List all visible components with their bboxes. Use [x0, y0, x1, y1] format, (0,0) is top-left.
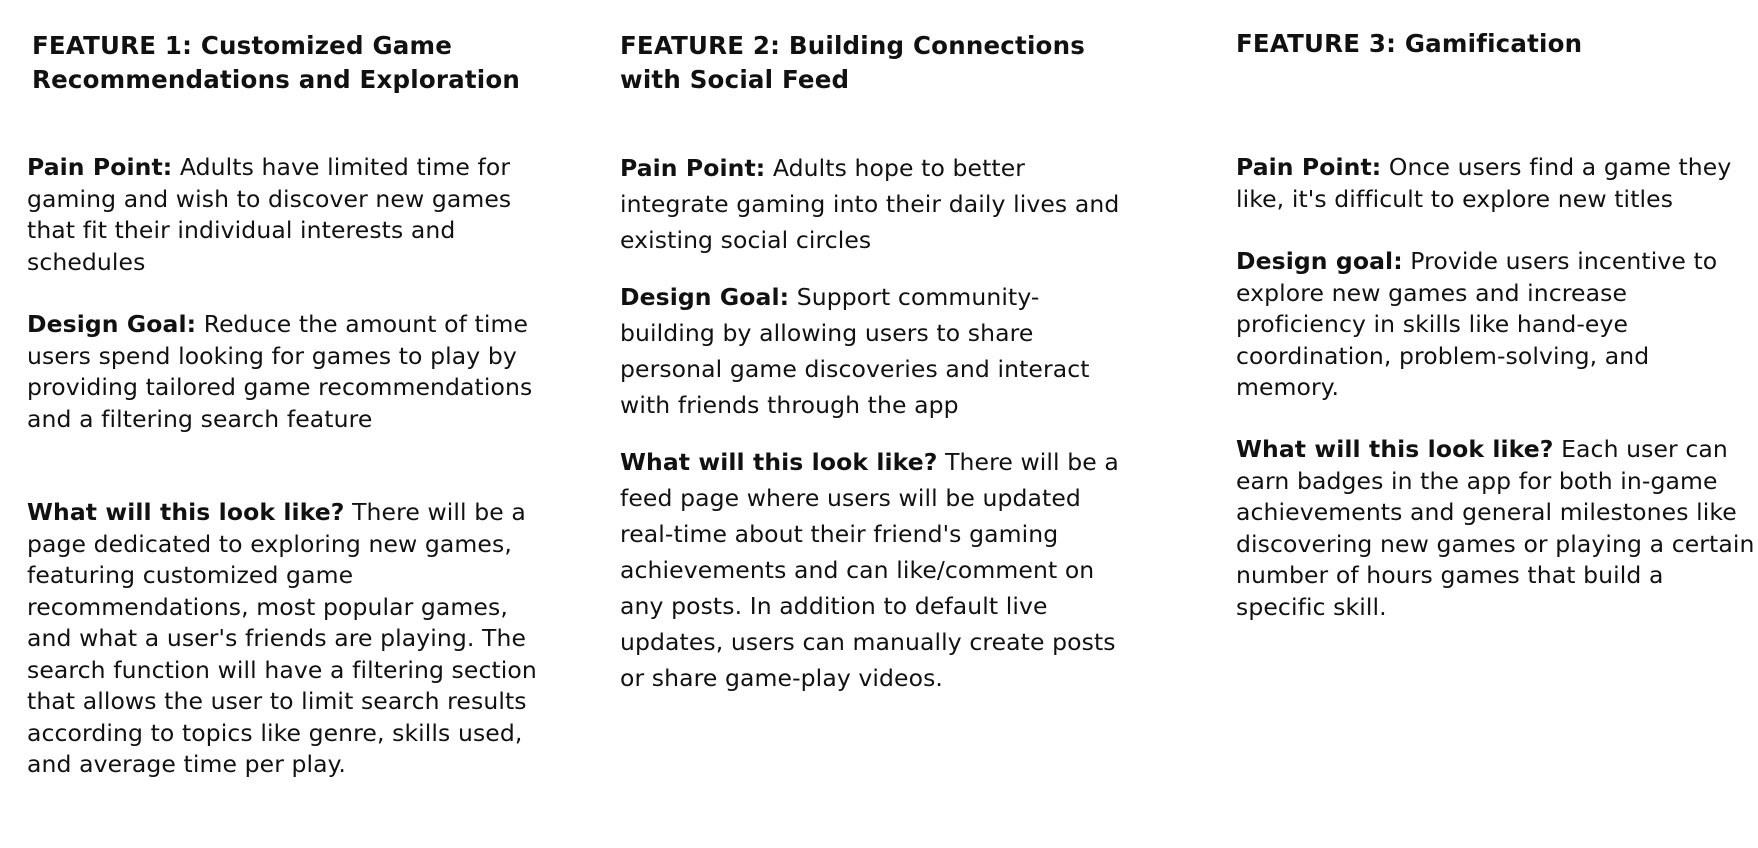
design-goal-label: Design goal:	[1236, 247, 1403, 275]
design-goal-text: Reduce the amount of time users spend looking for games to play by providing tailored game recommendations and a filtering search feature	[27, 310, 533, 433]
feature-2-title: FEATURE 2: Building Connections with Social Feed	[620, 31, 1086, 94]
pain-point-text: Once users find a game they like, it's difficult to explore new titles	[1236, 153, 1732, 213]
pain-point-text: Adults hope to better integrate gaming into their daily lives and existing social circles	[620, 154, 1120, 254]
feature-3-title: FEATURE 3: Gamification	[1236, 29, 1583, 58]
pain-point-label: Pain Point:	[620, 154, 766, 182]
design-goal-text: Provide users incentive to explore new games and increase proficiency in skills like hand-eye coordination, problem-solving, and memory.	[1236, 247, 1718, 401]
feature-3-design-goal	[1236, 246, 1758, 404]
look-like-text: There will be a feed page where users will be updated real-time about their friend's gaming achievements and can like/comment on any posts. In addition to default live updates, users can manually create posts or share game-play videos.	[620, 448, 1119, 692]
look-like-label: What will this look like?	[27, 498, 345, 526]
look-like-label: What will this look like?	[1236, 435, 1554, 463]
design-goal-text: Support community-building by allowing users to share personal game discoveries and interact with friends through the app	[620, 283, 1090, 419]
pain-point-text: Adults have limited time for gaming and wish to discover new games that fit their individual interests and schedules	[27, 153, 512, 276]
feature-2-look-like	[620, 444, 1130, 696]
feature-2-design-goal	[620, 279, 1130, 423]
feature-1-pain-point	[27, 152, 547, 278]
feature-1-title: FEATURE 1: Customized Game Recommendations and Exploration	[32, 31, 521, 94]
feature-1-look-like	[27, 497, 547, 781]
pain-point-label: Pain Point:	[27, 153, 173, 181]
design-goal-label: Design Goal:	[620, 283, 790, 311]
feature-3-look-like	[1236, 434, 1758, 623]
feature-3-pain-point	[1236, 152, 1758, 215]
look-like-text: Each user can earn badges in the app for both in-game achievements and general milestones like discovering new games or playing a certain number of hours games that build a specific skill.	[1236, 435, 1755, 621]
design-goal-label: Design Goal:	[27, 310, 197, 338]
look-like-text: There will be a page dedicated to exploring new games, featuring customized game recommendations, most popular games, and what a user's friends are playing. The search function will have a filtering section that allows the user to limit search results according to topics like genre, skills used, and average time per play.	[27, 498, 537, 778]
look-like-label: What will this look like?	[620, 448, 938, 476]
pain-point-label: Pain Point:	[1236, 153, 1382, 181]
feature-1-design-goal	[27, 309, 547, 435]
feature-2-pain-point	[620, 150, 1130, 258]
